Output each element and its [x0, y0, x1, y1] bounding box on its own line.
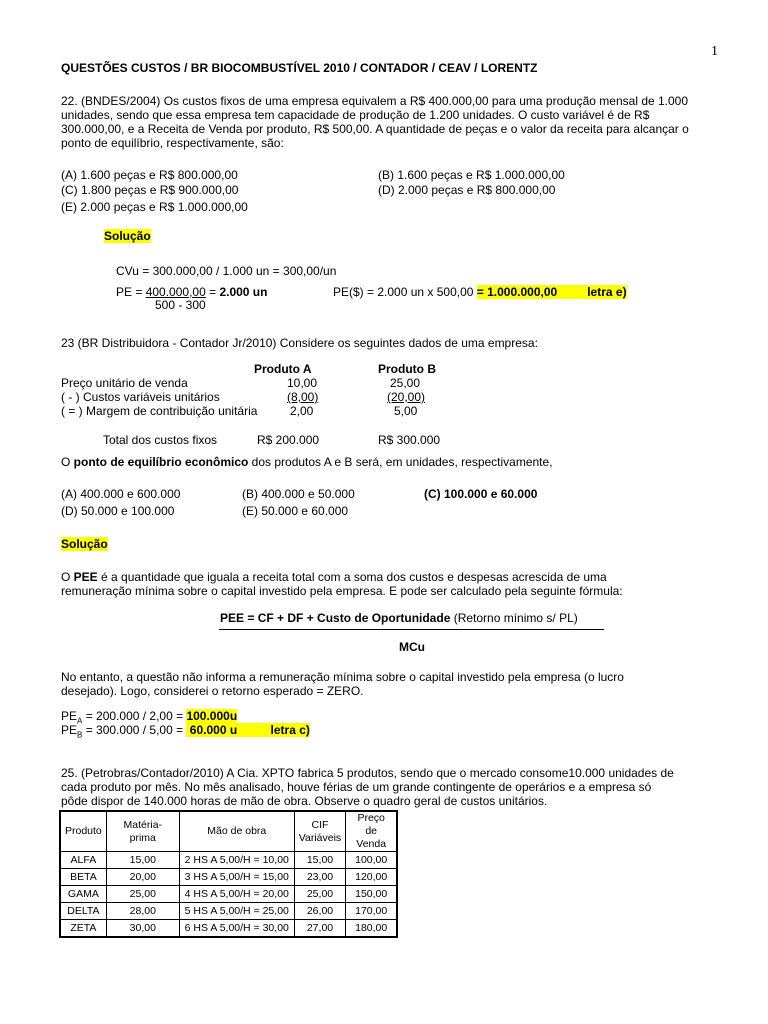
pee-formula-numerator	[220, 611, 578, 625]
note-line: No entanto, a questão não informa a remuneração mínima sobre o capital investido pela empresa (o lucro	[61, 670, 624, 684]
pe-result: 2.000 un	[219, 285, 268, 299]
q23-option-c: (C) 100.000 e 60.000	[424, 487, 538, 501]
q23-col-a-header: Produto A	[254, 362, 312, 376]
q23-note	[61, 670, 721, 698]
table-cell: GAMA	[60, 886, 106, 903]
table-cell: 2 HS A 5,00/H = 10,00	[179, 852, 294, 869]
table-cell: 20,00	[106, 869, 179, 886]
pe-money-result: = 1.000.000,00	[476, 285, 558, 299]
pee-bold: PEE	[73, 570, 98, 584]
q23-row-b-value: (20,00)	[387, 390, 426, 404]
pe-numerator: 400.000,00	[145, 285, 206, 299]
note-line: desejado). Logo, considerei o retorno esperado = ZERO.	[61, 684, 364, 698]
q23-intro: 23 (BR Distribuidora - Contador Jr/2010) Considere os seguintes dados de uma empresa:	[61, 336, 538, 350]
q22-line: 300.000,00, e a Receita de Venda por produto, R$ 500,00. A quantidade de peças e o valor da receita para alcançar o	[61, 122, 689, 136]
q22-solution-label: Solução	[104, 229, 151, 243]
q23-solution-label: Solução	[61, 537, 108, 551]
table-cell: 6 HS A 5,00/H = 30,00	[179, 920, 294, 938]
q22-cvu: CVu = 300.000,00 / 1.000 un = 300,00/un	[116, 264, 337, 278]
formula-fraction-line	[219, 629, 604, 630]
q23-fixed-b: R$ 300.000	[378, 433, 441, 447]
q23-question	[61, 455, 553, 469]
q23-row-a-value: 2,00	[290, 404, 314, 418]
q25-text	[61, 766, 721, 808]
table-cell: 100,00	[346, 852, 398, 869]
q23-row-b-value: 5,00	[394, 404, 418, 418]
table-cell: DELTA	[60, 903, 106, 920]
q23-row-label: Preço unitário de venda	[61, 376, 188, 390]
pe-money-letter: letra e)	[587, 285, 627, 299]
table-header-cell: Matéria-prima	[106, 811, 179, 852]
q22-option-c: (C) 1.800 peças e R$ 900.000,00	[61, 183, 239, 197]
pe-equals: =	[205, 285, 220, 299]
q22-text	[61, 94, 721, 150]
pe-prefix: PE =	[116, 285, 146, 299]
q25-line: pôde dispor de 140.000 horas de mão de obra. Observe o quadro geral de custos unitários.	[61, 794, 548, 808]
table-cell: 26,00	[294, 903, 345, 920]
document-header: QUESTÕES CUSTOS / BR BIOCOMBUSTÍVEL 2010 / CONTADOR / CEAV / LORENTZ	[61, 61, 538, 75]
table-cell: 15,00	[294, 852, 345, 869]
pe-a-sub: A	[77, 716, 83, 726]
table-row	[60, 869, 397, 886]
pe-b-letter: letra c)	[270, 723, 310, 737]
q23-row-a-value: 10,00	[287, 376, 318, 390]
q23-row-a-value: (8,00)	[287, 390, 319, 404]
q23-row-label: ( = ) Margem de contribuição unitária	[61, 404, 258, 418]
q22-pe-formula	[116, 285, 267, 299]
table-row	[60, 920, 397, 938]
table-cell: BETA	[60, 869, 106, 886]
q22-line: unidades, sendo que essa empresa tem capacidade de produção de 1.200 unidades. O custo variável é de R$	[61, 108, 650, 122]
pe-b-result: 60.000 u	[189, 723, 238, 737]
table-cell: 23,00	[294, 869, 345, 886]
pe-b-highlight	[186, 723, 309, 737]
table-header-row	[60, 811, 397, 852]
q23-question-pre: O	[61, 455, 74, 469]
pee-line: remuneração mínima sobre o capital investido pela empresa. E pode ser calculado pela seguinte fórmula:	[61, 584, 623, 598]
q22-line: ponto de equilíbrio, respectivamente, são:	[61, 136, 284, 150]
pe-b-label: PE	[61, 723, 78, 737]
pe-a-label: PE	[61, 709, 78, 723]
pe-a-result: 100.000u	[186, 709, 238, 723]
formula-rest: (Retorno mínimo s/ PL)	[450, 611, 578, 625]
page-number: 1	[711, 44, 718, 59]
q23-fixed-label: Total dos custos fixos	[103, 433, 218, 447]
table-cell: ZETA	[60, 920, 106, 938]
table-cell: 150,00	[346, 886, 398, 903]
table-header-cell: CIF Variáveis	[294, 811, 345, 852]
q23-option-a: (A) 400.000 e 600.000	[61, 487, 181, 501]
table-row	[60, 903, 397, 920]
cost-table	[59, 810, 398, 938]
q23-pe-b	[61, 723, 310, 739]
table-cell: 25,00	[106, 886, 179, 903]
q23-fixed-a: R$ 200.000	[257, 433, 320, 447]
q22-pe-denominator: 500 - 300	[155, 298, 206, 312]
q23-pee-text	[61, 570, 721, 598]
table-row	[60, 886, 397, 903]
pee-line	[61, 570, 721, 584]
table-cell: 27,00	[294, 920, 345, 938]
q22-option-e: (E) 2.000 peças e R$ 1.000.000,00	[61, 200, 248, 214]
pe-a-calc: = 200.000 / 2,00 =	[82, 709, 187, 723]
pe-money-calc: PE($) = 2.000 un x 500,00	[333, 285, 474, 299]
pee-pre: O	[61, 570, 74, 584]
table-cell: 170,00	[346, 903, 398, 920]
pe-b-calc: = 300.000 / 5,00 =	[82, 723, 187, 737]
q22-pe-money	[333, 285, 627, 299]
table-cell: 120,00	[346, 869, 398, 886]
table-header-cell: Produto	[60, 811, 106, 852]
table-cell: 3 HS A 5,00/H = 15,00	[179, 869, 294, 886]
table-cell: 25,00	[294, 886, 345, 903]
table-cell: 15,00	[106, 852, 179, 869]
formula-bold: PEE = CF + DF + Custo de Oportunidade	[220, 611, 451, 625]
table-cell: 28,00	[106, 903, 179, 920]
table-cell: 4 HS A 5,00/H = 20,00	[179, 886, 294, 903]
table-cell: ALFA	[60, 852, 106, 869]
q23-question-bold: ponto de equilíbrio econômico	[73, 455, 249, 469]
q23-row-label: ( - ) Custos variáveis unitários	[61, 390, 220, 404]
table-cell: 180,00	[346, 920, 398, 938]
q25-line: cada produto por mês. No mês analisado, houve férias de um grande contingente de operários e a empresa só	[61, 780, 652, 794]
q23-option-b: (B) 400.000 e 50.000	[242, 487, 355, 501]
q22-line: 22. (BNDES/2004) Os custos fixos de uma empresa equivalem a R$ 400.000,00 para uma produção mensal de 1.000	[61, 94, 689, 108]
table-cell: 30,00	[106, 920, 179, 938]
table-cell: 5 HS A 5,00/H = 25,00	[179, 903, 294, 920]
table-header-cell: Mão de obra	[179, 811, 294, 852]
q23-option-d: (D) 50.000 e 100.000	[61, 504, 175, 518]
q23-option-e: (E) 50.000 e 60.000	[242, 504, 349, 518]
q23-col-b-header: Produto B	[378, 362, 436, 376]
q25-line: 25. (Petrobras/Contador/2010) A Cia. XPTO fabrica 5 produtos, sendo que o mercado consome10.000 unidades de	[61, 766, 674, 780]
pee-formula-denominator: MCu	[399, 640, 425, 654]
q22-option-d: (D) 2.000 peças e R$ 800.000,00	[378, 183, 556, 197]
table-row	[60, 852, 397, 869]
pe-b-sub: B	[77, 730, 83, 740]
pee-line1-rest: é a quantidade que iguala a receita total com a soma dos custos e despesas acrescida de uma	[97, 570, 607, 584]
pe-money-highlight	[477, 285, 627, 299]
q22-option-a: (A) 1.600 peças e R$ 800.000,00	[61, 168, 238, 182]
q23-question-post: dos produtos A e B será, em unidades, respectivamente,	[248, 455, 553, 469]
q22-option-b: (B) 1.600 peças e R$ 1.000.000,00	[378, 168, 565, 182]
table-header-cell: Preço de Venda	[346, 811, 398, 852]
q23-row-b-value: 25,00	[390, 376, 421, 390]
